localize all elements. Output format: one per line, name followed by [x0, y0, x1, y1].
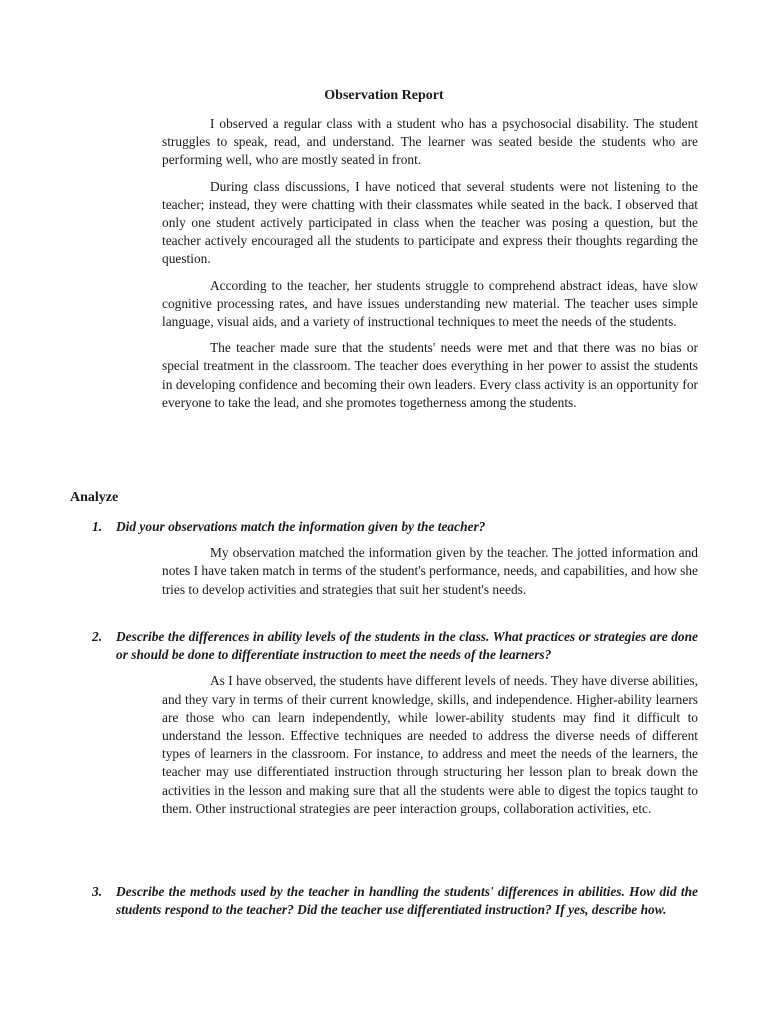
answer-paragraph: My observation matched the information given by the teacher. The jotted information and notes I have taken match in terms of the student's performance, needs, and capabilities, and how she tries to develop activities and strategies that suit her student's needs.	[162, 545, 699, 597]
report-paragraph: I observed a regular class with a student who has a psychosocial disability. The student struggles to speak, read, and understand. The learner was seated beside the students who are performing well, who are mostly seated in front.	[162, 116, 698, 168]
answer-block	[162, 544, 698, 599]
analyze-heading: Analyze	[70, 490, 119, 505]
question-text: Describe the differences in ability levels of the students in the class. What practices or strategies are done or should be done to differentiate instruction to meet the needs of the learners?	[116, 629, 698, 663]
report-paragraph: According to the teacher, her students struggle to comprehend abstract ideas, have slow cognitive processing rates, and have issues understanding new material. The teacher uses simple language, visual aids, and a variety of instructional techniques to meet the needs of the students.	[162, 277, 698, 330]
question-number: 1.	[92, 519, 103, 534]
report-paragraph: During class discussions, I have noticed that several students were not listening to the teacher; instead, they were chatting with their classmates while seated in the back. I observed that only one student actively participated in class when the teacher was posing a question, but the teacher actively encouraged all the students to participate and express their thoughts regarding the question.	[162, 178, 698, 267]
report-paragraph: The teacher made sure that the students' needs were met and that there was no bias or special treatment in the classroom. The teacher does everything in her power to assist the students in developing confidence and becoming their own leaders. Every class activity is an opportunity for everyone to take the lead, and she promotes togetherness among the students.	[162, 340, 698, 410]
question-number: 2.	[92, 629, 103, 644]
answer-block	[162, 672, 698, 818]
question-number: 3.	[92, 884, 103, 899]
question-text: Describe the methods used by the teacher in handling the students' differences in abilities. How did the students respond to the teacher? Did the teacher use differentiated instruction? If yes, describe how.	[116, 884, 698, 918]
question-item	[92, 628, 698, 818]
answer-paragraph: As I have observed, the students have different levels of needs. They have diverse abilities, and they vary in terms of their current knowledge, skills, and independence. Higher-ability learners are those who can learn independently, while lower-ability students may find it difficult to understand the lesson. Effective techniques are needed to address the diverse needs of different types of learners in the classroom. For instance, to address and meet the needs of the learners, the teacher may use differentiated instruction through structuring her lesson plan to break down the activities in the lesson and making sure that all the students were able to digest the topics taught to them. Other instructional strategies are peer interaction groups, collaboration activities, etc.	[162, 673, 698, 816]
observation-report-body	[162, 115, 698, 420]
document-title: Observation Report	[324, 88, 444, 103]
question-item	[92, 518, 698, 599]
question-item	[92, 883, 698, 919]
question-text: Did your observations match the information given by the teacher?	[116, 519, 486, 534]
